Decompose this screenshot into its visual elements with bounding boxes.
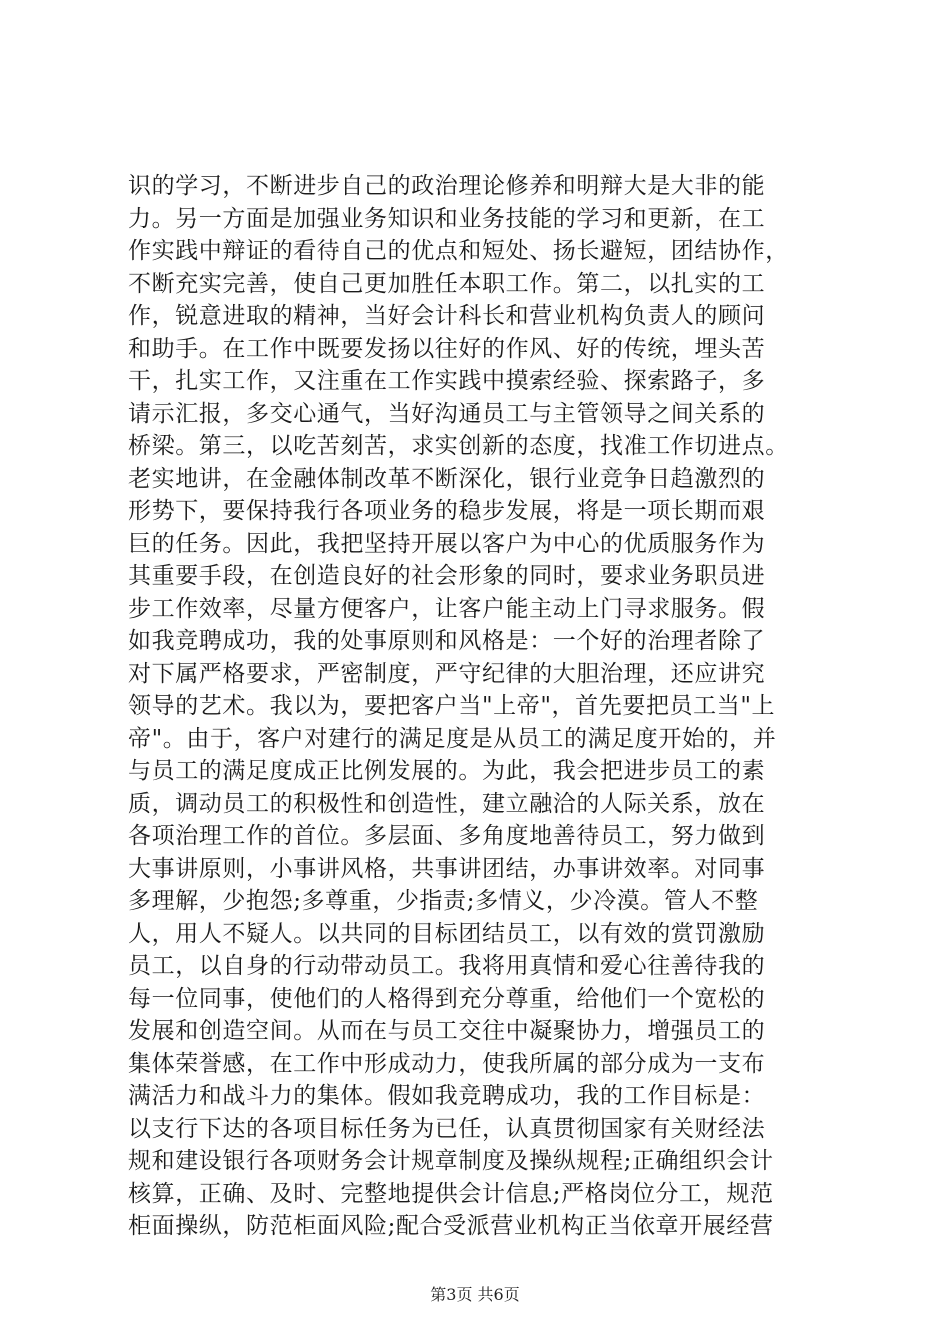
page-number-footer: 第3页 共6页: [430, 1285, 520, 1304]
text-line: 形势下，要保持我行各项业务的稳步发展，将是一项长期而艰: [128, 498, 766, 524]
text-line: 各项治理工作的首位。多层面、多角度地善待员工，努力做到: [128, 823, 766, 849]
text-line: 集体荣誉感，在工作中形成动力，使我所属的部分成为一支布: [128, 1050, 766, 1077]
text-line: 干，扎实工作，又注重在工作实践中摸索经验、探索路子，多: [128, 368, 766, 394]
text-line: 每一位同事，使他们的人格得到充分尊重，给他们一个宽松的: [128, 985, 766, 1012]
text-line: 以支行下达的各项目标任务为已任，认真贯彻国家有关财经法: [128, 1115, 766, 1142]
text-line: 不断充实完善，使自己更加胜任本职工作。第二，以扎实的工: [128, 270, 766, 297]
text-line: 帝"。由于，客户对建行的满足度是从员工的满足度开始的，并: [128, 725, 777, 752]
text-line: 作，锐意进取的精神，当好会计科长和营业机构负责人的顾问: [128, 303, 766, 329]
text-line: 和助手。在工作中既要发扬以往好的作风、好的传统，埋头苦: [128, 335, 766, 362]
body-text: [128, 170, 848, 1243]
text-line: 核算，正确、及时、完整地提供会计信息;严格岗位分工，规范: [128, 1180, 774, 1207]
text-line: 人，用人不疑人。以共同的目标团结员工，以有效的赏罚激励: [128, 920, 766, 947]
text-line: 识的学习，不断进步自己的政治理论修养和明辩大是大非的能: [128, 173, 766, 199]
text-line: 员工，以自身的行动带动员工。我将用真情和爱心往善待我的: [128, 953, 766, 979]
text-line: 多理解，少抱怨;多尊重，少指责;多情义，少冷漠。管人不整: [128, 888, 759, 914]
text-line: 步工作效率，尽量方便客户，让客户能主动上门寻求服务。假: [128, 595, 766, 622]
text-line: 请示汇报，多交心通气，当好沟通员工与主管领导之间关系的: [128, 400, 766, 427]
text-line: 大事讲原则，小事讲风格，共事讲团结，办事讲效率。对同事: [128, 855, 766, 882]
text-line: 规和建设银行各项财务会计规章制度及操纵规程;正确组织会计: [128, 1148, 774, 1174]
text-line: 领导的艺术。我以为，要把客户当"上帝"，首先要把员工当"上: [128, 693, 776, 719]
text-line: 与员工的满足度成正比例发展的。为此，我会把进步员工的素: [128, 758, 766, 784]
text-line: 柜面操纵，防范柜面风险;配合受派营业机构正当依章开展经营: [128, 1213, 774, 1239]
text-line: 巨的任务。因此，我把坚持开展以客户为中心的优质服务作为: [128, 530, 766, 557]
text-line: 其重要手段，在创造良好的社会形象的同时，要求业务职员进: [128, 563, 766, 589]
text-line: 桥梁。第三，以吃苦刻苦，求实创新的态度，找准工作切进点。: [128, 433, 789, 459]
text-line: 发展和创造空间。从而在与员工交往中凝聚协力，增强员工的: [128, 1018, 766, 1044]
text-line: 对下属严格要求，严密制度，严守纪律的大胆治理，还应讲究: [128, 660, 766, 687]
text-line: 老实地讲，在金融体制改革不断深化，银行业竞争日趋激烈的: [128, 465, 766, 492]
text-line: 满活力和战斗力的集体。假如我竞聘成功，我的工作目标是：: [128, 1083, 766, 1109]
text-line: 作实践中辩证的看待自己的优点和短处、扬长避短，团结协作，: [128, 238, 789, 264]
text-line: 力。另一方面是加强业务知识和业务技能的学习和更新，在工: [128, 205, 766, 232]
text-line: 如我竞聘成功，我的处事原则和风格是：一个好的治理者除了: [128, 628, 766, 654]
text-line: 质，调动员工的积极性和创造性，建立融洽的人际关系，放在: [128, 790, 766, 817]
